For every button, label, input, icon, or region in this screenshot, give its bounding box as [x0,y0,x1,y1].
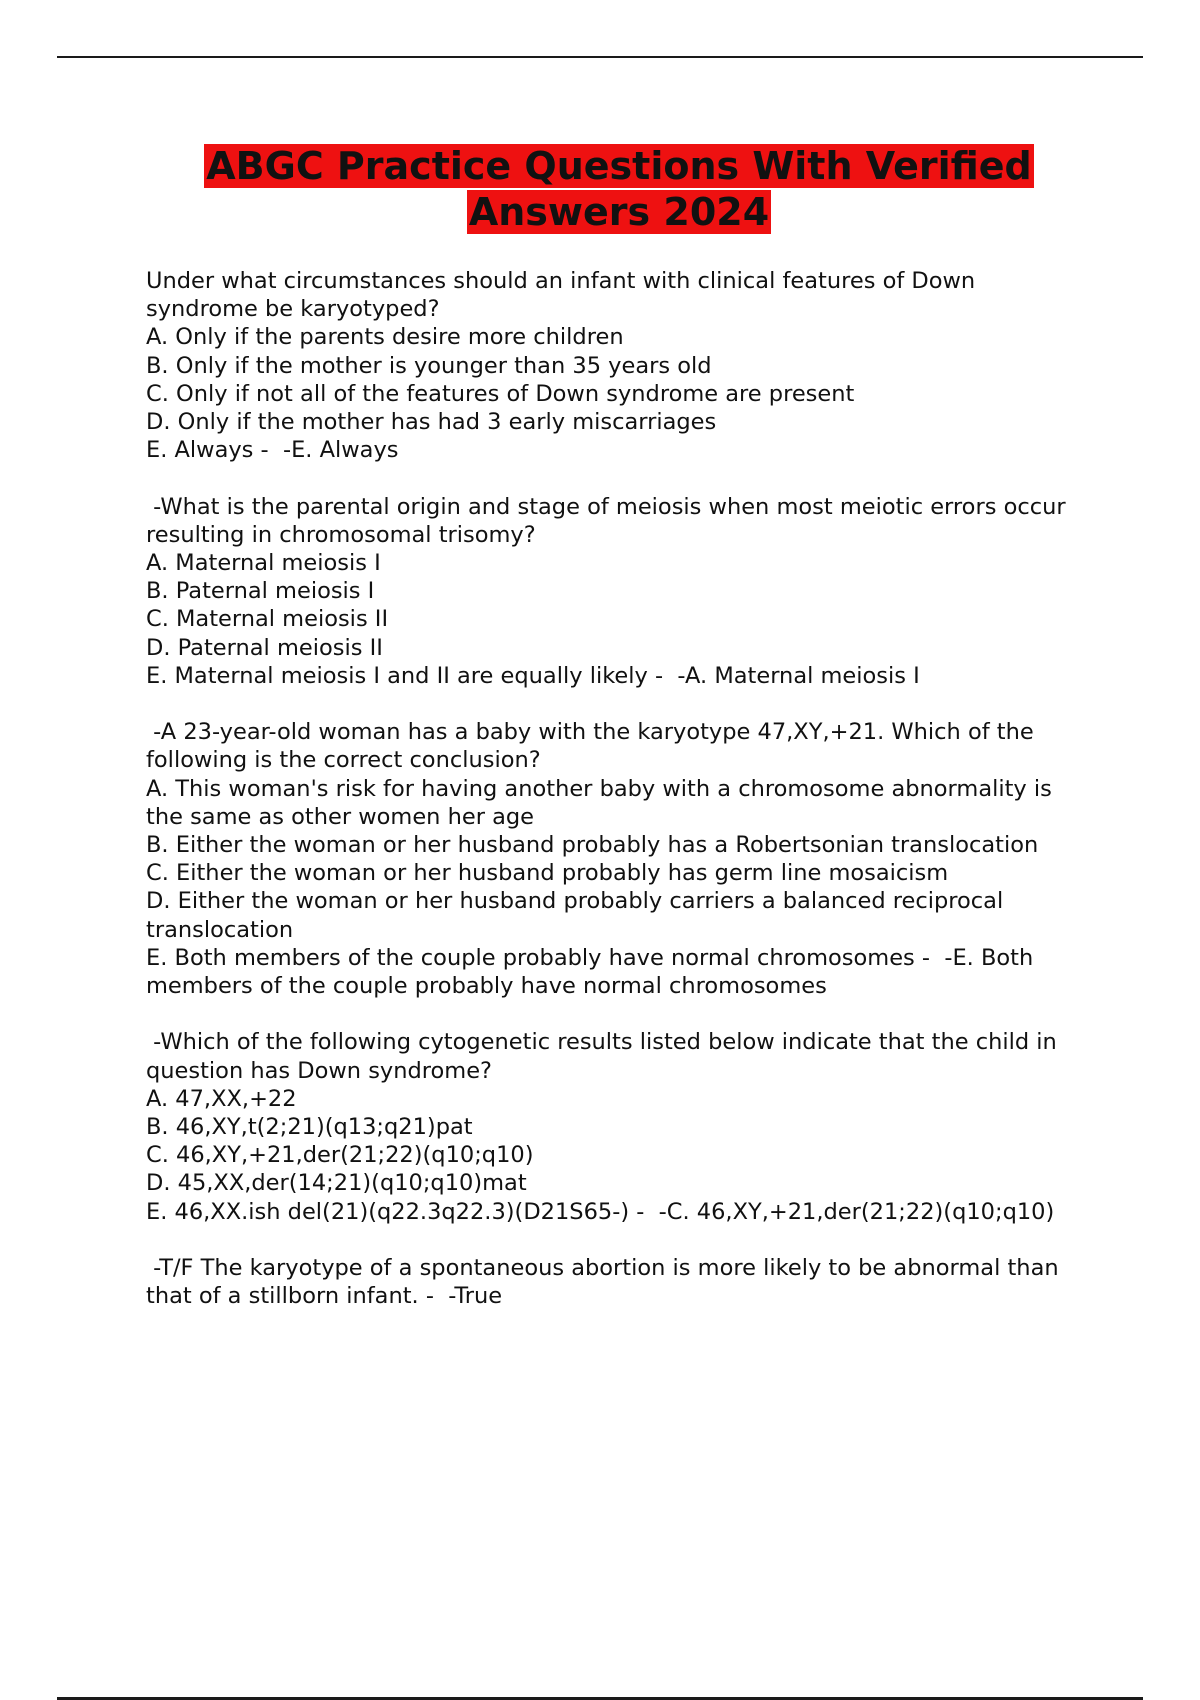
question-text: -A 23-year-old woman has a baby with the karyotype 47,XY,+21. Which of the following is the correct conclusion? [146,719,1041,774]
answer-option: A. Only if the parents desire more children [146,324,624,351]
question-block-5 [146,1254,1076,1310]
answer-option-with-key: E. Both members of the couple probably have normal chromosomes - -E. Both members of the couple probably have normal chromosomes [146,944,1041,1000]
question-text: -What is the parental origin and stage of meiosis when most meiotic errors occur resulting in chromosomal trisomy? [146,493,1073,548]
title-line-2: Answers 2024 [468,190,770,234]
question-block-2 [146,493,1076,690]
answer-option-with-key: E. Always - -E. Always [146,437,399,464]
answer-option: D. Only if the mother has had 3 early miscarriages [146,409,717,436]
question-text: Under what circumstances should an infant with clinical features of Down syndrome be karyotyped? [146,268,983,323]
question-text: -Which of the following cytogenetic results listed below indicate that the child in question has Down syndrome? [146,1029,1064,1084]
answer-option: B. 46,XY,t(2;21)(q13;q21)pat [146,1114,473,1141]
answer-option-with-key: E. Maternal meiosis I and II are equally likely - -A. Maternal meiosis I [146,662,920,689]
question-block-4 [146,1028,1076,1225]
answer-option-with-key: E. 46,XX.ish del(21)(q22.3q22.3)(D21S65-) - -C. 46,XY,+21,der(21;22)(q10;q10) [146,1198,1055,1225]
answer-option: B. Either the woman or her husband probably has a Robertsonian translocation [146,832,1039,859]
answer-option: C. Either the woman or her husband probably has germ line mosaicism [146,860,949,887]
answer-option: B. Paternal meiosis I [146,578,375,605]
answer-option: A. This woman's risk for having another baby with a chromosome abnormality is the same as other women her age [146,775,1060,830]
answer-option: C. Maternal meiosis II [146,606,389,633]
answer-option: B. Only if the mother is younger than 35 years old [146,352,712,379]
answer-option: A. 47,XX,+22 [146,1085,297,1112]
question-text-with-key: -T/F The karyotype of a spontaneous abortion is more likely to be abnormal than that of a stillborn infant. - -True [146,1255,1066,1310]
title-line-1: ABGC Practice Questions With Verified [206,144,1032,188]
answer-option: D. Paternal meiosis II [146,634,383,661]
header-rule [57,56,1143,58]
question-block-3 [146,718,1076,1000]
question-block-1 [146,267,1076,464]
question-list [146,267,1076,1339]
answer-option: D. Either the woman or her husband probably carriers a balanced reciprocal translocation [146,888,1011,943]
page-title [120,143,1118,235]
answer-option: C. Only if not all of the features of Down syndrome are present [146,380,855,407]
answer-option: C. 46,XY,+21,der(21;22)(q10;q10) [146,1142,534,1169]
answer-option: D. 45,XX,der(14;21)(q10;q10)mat [146,1170,527,1197]
answer-option: A. Maternal meiosis I [146,550,381,577]
